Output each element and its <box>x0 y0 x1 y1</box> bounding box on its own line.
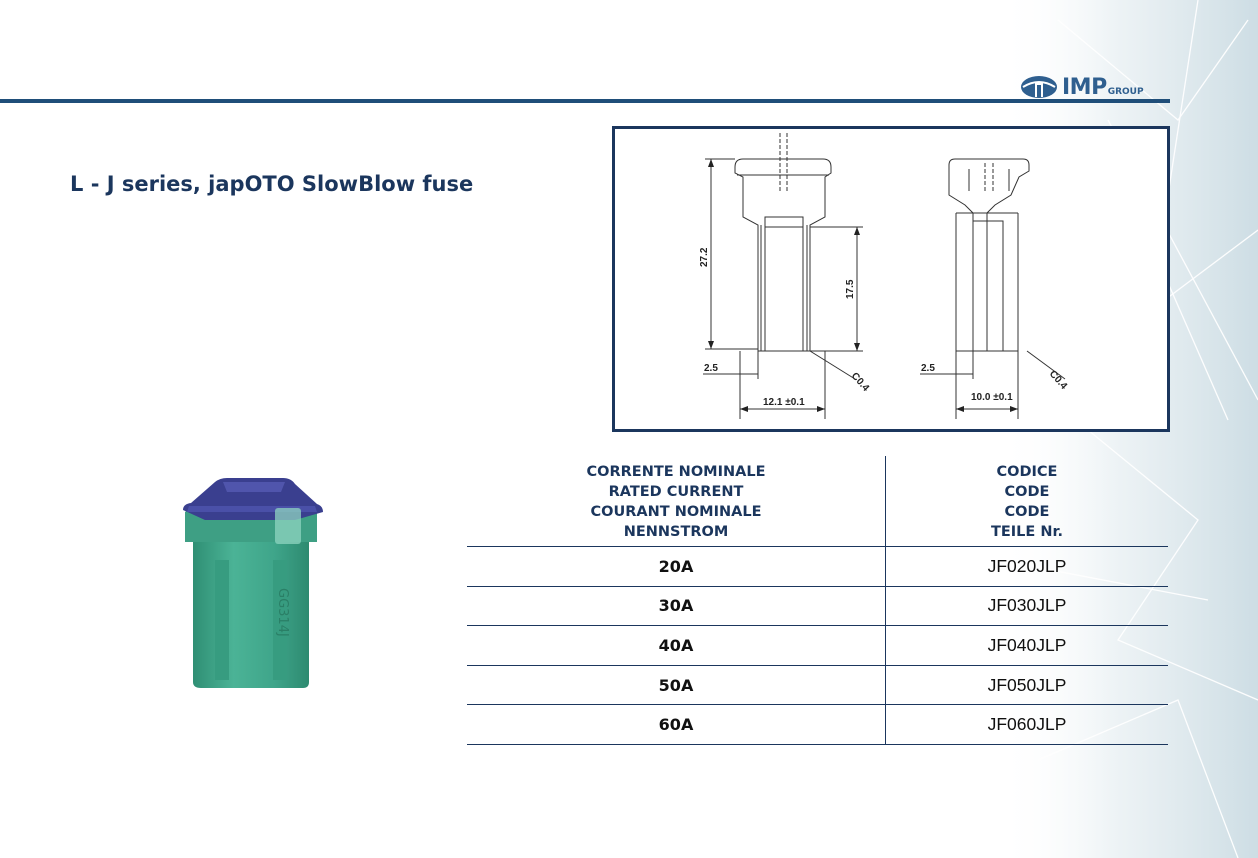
dim-height-blade: 17.5 <box>845 279 856 299</box>
logo-subtext: GROUP <box>1107 87 1144 97</box>
current-cell: 30A <box>467 586 886 626</box>
dim-height-total: 27.2 <box>699 247 710 267</box>
header-code: CODICE CODE CODE TEILE Nr. <box>886 456 1169 547</box>
brand-logo <box>1020 68 1170 100</box>
code-cell: JF020JLP <box>886 547 1169 587</box>
current-cell: 40A <box>467 626 886 666</box>
table-row <box>467 665 1168 705</box>
logo-text: IMP <box>1062 75 1107 100</box>
table-row <box>467 586 1168 626</box>
fuse-marking: GG314J <box>275 588 290 637</box>
technical-drawing <box>612 126 1170 432</box>
side-view-outline <box>949 159 1029 351</box>
table-header-row <box>467 456 1168 547</box>
dim-blade-side: 2.5 <box>921 363 935 374</box>
current-cell: 20A <box>467 547 886 587</box>
side-view-window <box>973 221 1003 351</box>
page-title: L - J series, japOTO SlowBlow fuse <box>70 172 474 196</box>
dim-chamfer-front: C0.4 <box>848 370 872 394</box>
dim-width-side: 10.0 ±0.1 <box>971 392 1013 403</box>
table-row <box>467 547 1168 587</box>
spec-table <box>467 456 1168 745</box>
dim-chamfer-side: C0.4 <box>1046 368 1070 392</box>
code-cell: JF040JLP <box>886 626 1169 666</box>
fuse-photo <box>175 470 335 695</box>
code-cell: JF060JLP <box>886 705 1169 745</box>
header-rule <box>0 99 1170 103</box>
header-rated-current: CORRENTE NOMINALE RATED CURRENT COURANT NOMINALE NENNSTROM <box>467 456 886 547</box>
dim-width-front: 12.1 ±0.1 <box>763 397 805 408</box>
fuse-dimension-drawing <box>615 129 1167 429</box>
front-view-window <box>765 217 803 351</box>
code-cell: JF030JLP <box>886 586 1169 626</box>
current-cell: 60A <box>467 705 886 745</box>
dim-blade-front: 2.5 <box>704 363 718 374</box>
logo-emblem-icon <box>1020 74 1058 100</box>
code-cell: JF050JLP <box>886 665 1169 705</box>
table-row <box>467 705 1168 745</box>
table-row <box>467 626 1168 666</box>
current-cell: 50A <box>467 665 886 705</box>
front-view-outline <box>735 159 831 351</box>
